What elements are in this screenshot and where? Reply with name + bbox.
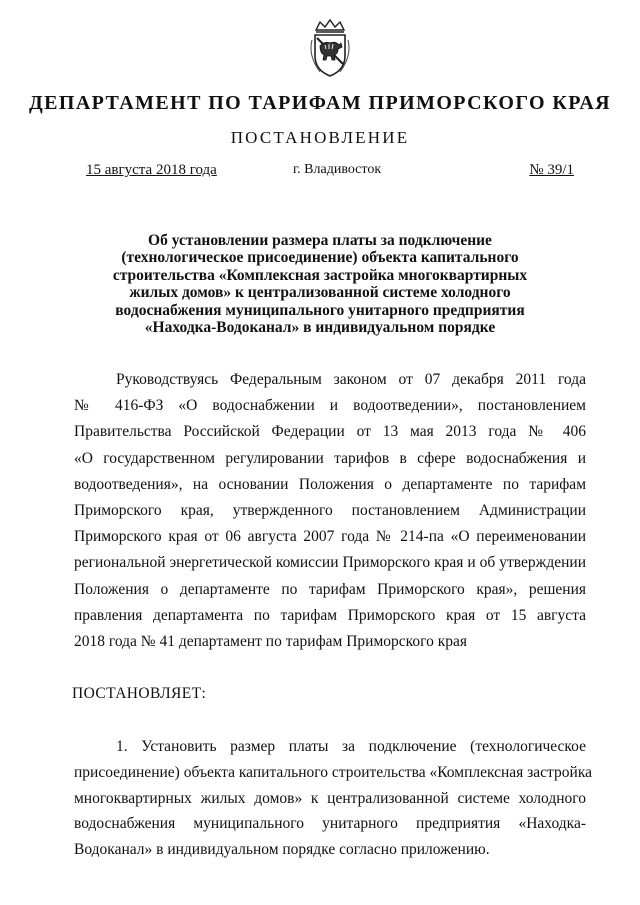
item-1-paragraph [74, 734, 592, 863]
title-line: строительства «Комплексная застройка многоквартирных [112, 266, 528, 284]
preamble-line: Правительства Российской Федерации от 13 мая 2013 года № 406 [74, 423, 586, 441]
preamble-line: Положения о департаменте по тарифам Приморского края», решения [74, 580, 586, 598]
document-title [80, 232, 560, 336]
preamble-line: № 416-ФЗ «О водоснабжении и водоотведении», постановлением [74, 397, 586, 415]
preamble-line: водоотведения», на основании Положения о департаменте по тарифам [74, 475, 586, 493]
title-line: «Находка-Водоканал» в индивидуальном порядке [144, 319, 496, 337]
title-line: (технологическое присоединение) объекта капитального [121, 249, 519, 267]
item-line: Водоканал» в индивидуальном порядке согласно приложению. [74, 841, 490, 859]
title-line: жилых домов» к централизованной системе холодного [129, 284, 511, 302]
coat-of-arms-tiger-icon [298, 16, 362, 80]
document-type: ПОСТАНОВЛЕНИЕ [230, 128, 410, 147]
preamble-line: Руководствуясь Федеральным законом от 07 декабря 2011 года [116, 371, 586, 388]
preamble-line: «О государственном регулировании тарифов в сфере водоснабжения и [74, 449, 586, 467]
item-line: присоединение) объекта капитального строительства «Комплексная застройка [74, 763, 592, 781]
preamble-line: 2018 года № 41 департамент по тарифам Приморского края [74, 633, 468, 651]
item-line: водоснабжения муниципального унитарного предприятия «Находка- [74, 815, 586, 833]
document-number: № 39/1 [529, 162, 574, 178]
preamble-line: правления департамента по тарифам Приморского края от 15 августа [74, 606, 586, 624]
title-line: Об установлении размера платы за подключение [148, 232, 492, 249]
preamble-paragraph [74, 367, 586, 655]
preamble-line: Приморского края, утвержденного постановлением Администрации [74, 502, 586, 520]
title-line: водоснабжения муниципального унитарного предприятия [115, 301, 525, 319]
document-date: 15 августа 2018 года [86, 162, 217, 178]
document-city: г. Владивосток [293, 162, 382, 177]
item-line: многоквартирных жилых домов» к централизованной системе холодного [74, 789, 586, 807]
preamble-line: Приморского края от 06 августа 2007 года № 214-па «О переименовании [74, 528, 586, 546]
resolves-heading: ПОСТАНОВЛЯЕТ: [72, 685, 207, 702]
preamble-line: региональной энергетической комиссии Приморского края и об утверждении [74, 554, 586, 572]
item-line: 1. Установить размер платы за подключение (технологическое [116, 738, 586, 755]
department-name: ДЕПАРТАМЕНТ ПО ТАРИФАМ ПРИМОРСКОГО КРАЯ [28, 92, 612, 114]
